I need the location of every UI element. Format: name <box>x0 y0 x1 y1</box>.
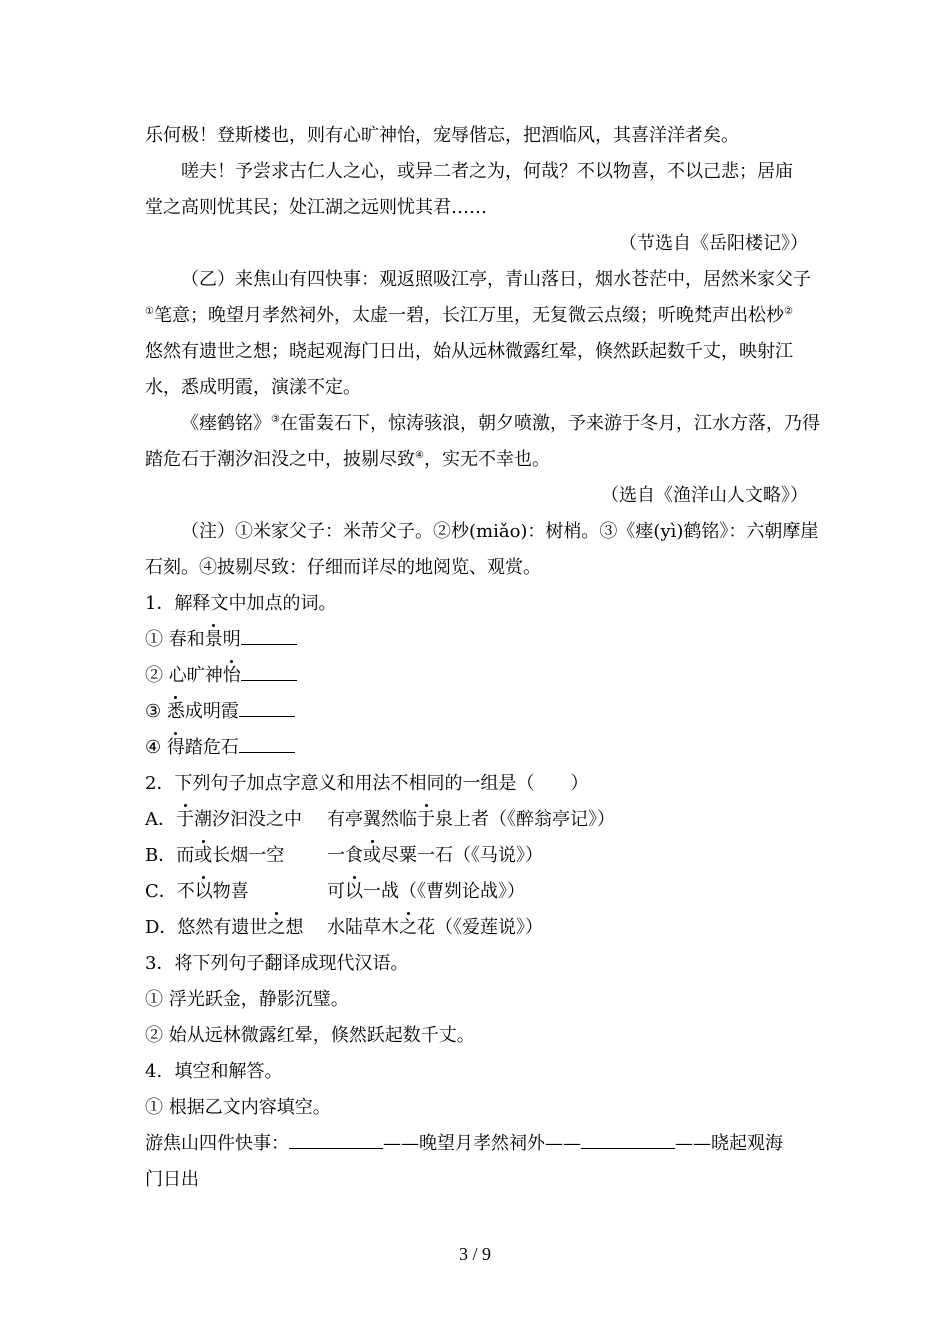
text-segment: 一战（《曹刿论战》） <box>363 881 525 902</box>
dotted-char: 悉 <box>167 694 185 730</box>
question-item <box>145 694 810 730</box>
dotted-char: 以 <box>345 874 363 910</box>
text-segment: 游焦山四件快事： <box>145 1133 289 1154</box>
dotted-char: 于 <box>176 802 194 838</box>
fill-line: 门日出 <box>145 1169 199 1190</box>
question-item <box>145 622 810 658</box>
text-line: （乙）来焦山有四快事：观返照吸江亭，青山落日，烟水苍茫中，居然米家父子 <box>181 269 811 290</box>
footnote-mark: ④ <box>415 450 424 461</box>
text-line <box>145 298 810 334</box>
question-item: ① 浮光跃金，静影沉璧。 <box>145 989 349 1010</box>
question-item <box>145 658 810 694</box>
text-segment: 潮汐汩没之中 <box>194 809 302 830</box>
option-b[interactable] <box>145 838 810 874</box>
source-citation: （选自《渔洋山人文略》） <box>601 485 808 506</box>
question-title: 4．填空和解答。 <box>145 1061 283 1082</box>
footnote-mark: ② <box>783 306 793 317</box>
answer-blank[interactable] <box>289 1134 383 1149</box>
text-segment: 踏危石 <box>184 737 239 758</box>
text-segment: 可 <box>327 881 345 902</box>
text-segment: ——晚望月孝然祠外—— <box>383 1133 581 1154</box>
question-item: ① 根据乙文内容填空。 <box>145 1097 331 1118</box>
text-segment: 踏危石于潮汐汩没之中，披剔尽致 <box>145 449 415 470</box>
option-d[interactable] <box>145 910 810 946</box>
question-item <box>145 730 810 766</box>
question-title: 2．下列句子加点字意义和用法不相同的一组是（ ） <box>145 773 589 794</box>
text-segment: 泉上者（《醉翁亭记》） <box>435 809 615 830</box>
question-title: 3．将下列句子翻译成现代汉语。 <box>145 953 409 974</box>
text-segment: 在雷轰石下，惊涛骇浪，朝夕喷激，予来游于冬月，江水方落，乃得 <box>279 413 820 434</box>
text-segment: 想 <box>285 917 304 938</box>
text-segment: 有亭翼然临 <box>327 809 417 830</box>
dotted-char: 怡 <box>223 658 241 694</box>
text-segment: C．不 <box>145 881 195 902</box>
fill-line <box>145 1126 810 1162</box>
dotted-char: 于 <box>417 802 435 838</box>
text-line: 嗟夫！予尝求古仁人之心，或异二者之为，何哉？不以物喜，不以己悲；居庙 <box>181 161 793 182</box>
text-segment: ，实无不幸也。 <box>423 449 550 470</box>
dotted-char: 之 <box>399 910 417 946</box>
document-page <box>145 118 820 1198</box>
text-segment: B．而 <box>145 845 195 866</box>
notes-line: （注）①米家父子：米芾父子。②杪(miǎo)：树梢。③《瘗(yì)鹤铭》：六朝摩崖 <box>181 521 819 542</box>
text-line <box>145 442 810 478</box>
answer-blank[interactable] <box>239 702 295 717</box>
text-segment: 尽粟一石（《马说》） <box>381 845 543 866</box>
answer-blank[interactable] <box>239 738 295 753</box>
text-segment: 物喜 <box>212 881 249 902</box>
answer-blank[interactable] <box>241 666 297 681</box>
text-line: 水，悉成明霞，演漾不定。 <box>145 377 361 398</box>
text-segment: ——晓起观海 <box>675 1133 783 1154</box>
notes-line: 石刻。④披剔尽致：仔细而详尽的地阅览、观赏。 <box>145 557 541 578</box>
text-segment: ③ <box>145 701 167 722</box>
dotted-char: 之 <box>267 910 285 946</box>
footnote-mark: ③ <box>271 414 280 425</box>
question-title: 1．解释文中加点的词。 <box>145 593 337 614</box>
text-segment: ② 心旷神 <box>145 665 223 686</box>
dotted-char: 或 <box>363 838 381 874</box>
page-number: 3 / 9 <box>458 1244 491 1264</box>
footnote-mark: ① <box>145 306 154 317</box>
option-c[interactable] <box>145 874 810 910</box>
text-segment: D．悠然有遗世 <box>145 917 268 938</box>
text-line <box>145 406 820 442</box>
dotted-char: 或 <box>194 838 212 874</box>
option-a[interactable] <box>145 802 810 838</box>
dotted-char: 以 <box>195 874 213 910</box>
dotted-char: 景 <box>205 622 223 658</box>
text-segment: 成明霞 <box>184 701 239 722</box>
text-line: 悠然有遗世之想；晓起观海门日出，始从远林微露红晕，倏然跃起数千丈，映射江 <box>145 341 793 362</box>
text-segment: 明 <box>222 629 241 650</box>
text-segment: ① 春和 <box>145 629 205 650</box>
source-citation: （节选自《岳阳楼记》） <box>619 233 808 254</box>
text-line: 乐何极！登斯楼也，则有心旷神怡，宠辱偕忘，把酒临风，其喜洋洋者矣。 <box>145 125 739 146</box>
text-segment: 长烟一空 <box>212 845 285 866</box>
text-segment: 花（《爱莲说》） <box>417 917 543 938</box>
text-segment: 水陆草木 <box>327 917 399 938</box>
text-segment: 笔意；晚望月孝然祠外，太虚一碧，长江万里，无复微云点缀；听晚梵声出松杪 <box>153 305 784 326</box>
text-segment: A． <box>145 809 176 830</box>
answer-blank[interactable] <box>581 1134 675 1149</box>
dotted-char: 得 <box>167 730 185 766</box>
answer-blank[interactable] <box>241 630 297 645</box>
text-segment: ④ <box>145 737 167 758</box>
text-line: 堂之高则忧其民；处江湖之远则忧其君…… <box>145 197 487 218</box>
question-item: ② 始从远林微露红晕，倏然跃起数千丈。 <box>145 1025 475 1046</box>
text-segment: 《瘗鹤铭》 <box>181 413 271 434</box>
text-segment: 一食 <box>327 845 363 866</box>
